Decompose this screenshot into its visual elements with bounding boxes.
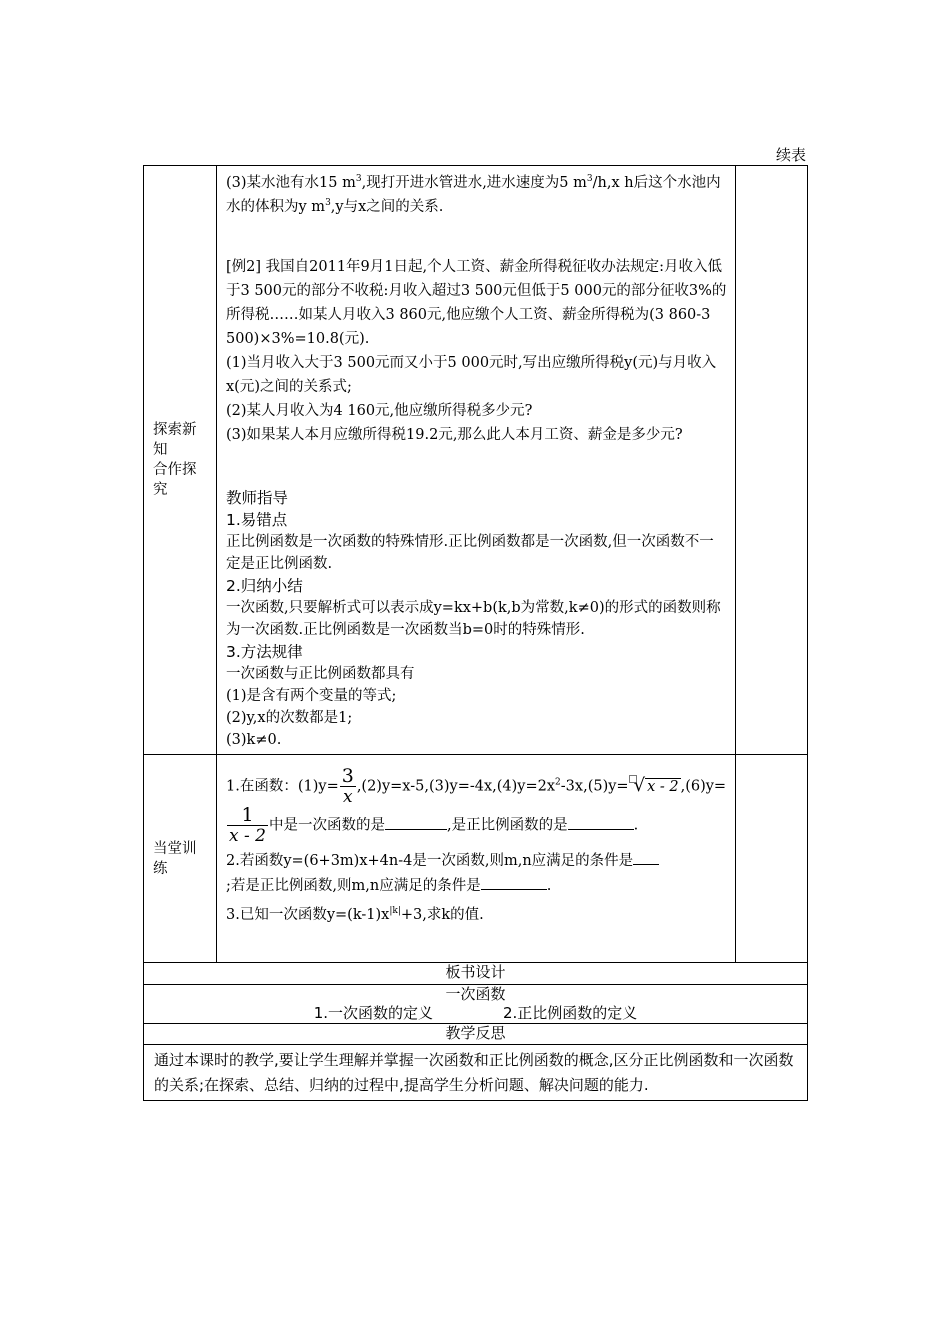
root-icon: √ x - 2 <box>629 773 681 800</box>
continued-label: 续表 <box>775 146 806 164</box>
example-2: [例2] 我国自2011年9月1日起,个人工资、薪金所得税征收办法规定:月收入低于3 500元的部分不收税:月收入超过3 500元但低于5 000元的部分征收3%的所得税……如某人月收入3 860元,他应缴个人工资、薪金所得税为(3 860-3 500)×3%=10.8(元). <box>226 259 727 347</box>
answer-blank-linear[interactable] <box>385 815 447 830</box>
fraction-1-over-x-minus-2: $\frac{1}{x - 2}$ <box>229 804 266 846</box>
item2-title: 2.归纳小结 <box>226 577 303 595</box>
board-design-title: 板书设计 <box>144 963 808 985</box>
board-design-title-row <box>144 963 808 985</box>
item2-text: 一次函数,只要解析式可以表示成y=kx+b(k,b为常数,k≠0)的形式的函数则称为一次函数.正比例函数是一次函数当b=0时的特殊情形. <box>226 600 721 638</box>
board-design-subtitle: 一次函数 <box>445 985 506 1003</box>
teacher-guide-title: 教师指导 <box>226 489 289 507</box>
board-design-content-row <box>144 985 808 1024</box>
reflection-title-row <box>144 1024 808 1045</box>
explore-notes-cell <box>736 166 808 755</box>
reflection-content-row <box>144 1045 808 1101</box>
exercise-3: 3.已知一次函数$y=(k-1)x^{|k|}+3$,求k的值. <box>226 906 484 923</box>
item3-lead: 一次函数与正比例函数都具有 <box>226 666 415 682</box>
item3-point3: (3)k≠0. <box>226 732 282 748</box>
example-2-q2: (2)某人月收入为4 160元,他应缴所得税多少元? <box>226 403 533 419</box>
explore-label: 探索新 知 合作探 究 <box>144 166 217 755</box>
exercise-1: 1.在函数：(1)y= $\frac{3}{x}$ $,(2)y=x-5,(3)y=-4x,(4)y=2x^2-3x,(5)y=$ √ x - 2 ,(6)y= $\frac{1}{x - 2}$ 中是一次函数的是 ,是正比例函数的是 . <box>226 765 727 846</box>
exercise-2: 2.若函数y=(6+3m)x+4n-4是一次函数,则m,n应满足的条件是 ;若是正比例函数,则m,n应满足的条件是 . <box>226 849 727 899</box>
reflection-text: 通过本课时的教学,要让学生理解并掌握一次函数和正比例函数的概念,区分正比例函数和一次函数的关系;在探索、总结、归纳的过程中,提高学生分析问题、解决问题的能力. <box>144 1045 808 1101</box>
example-2-q1: (1)当月收入大于3 500元而又小于5 000元时,写出应缴所得税y(元)与月收入x(元)之间的关系式; <box>226 355 717 395</box>
problem-3: (3)某水池有水15 $m^3$,现打开进水管进水,进水速度为5 $m^3/h,x$ h后这个水池内水的体积为y $m^3,y$与x之间的关系. <box>226 174 721 215</box>
answer-blank-proportional[interactable] <box>568 815 634 830</box>
reflection-title: 教学反思 <box>144 1024 808 1045</box>
board-design-content <box>144 985 808 1024</box>
answer-blank-condition-proportional[interactable] <box>481 875 547 890</box>
training-notes-cell <box>736 755 808 963</box>
explore-content <box>217 166 736 755</box>
board-design-def1: 1.一次函数的定义 <box>313 1004 433 1022</box>
item3-point1: (1)是含有两个变量的等式; <box>226 688 397 704</box>
teacher-guide <box>226 487 727 751</box>
board-design-def2: 2.正比例函数的定义 <box>503 1004 638 1022</box>
item1-title: 1.易错点 <box>226 511 288 529</box>
lesson-table <box>143 165 808 1101</box>
answer-blank-condition-linear[interactable] <box>633 850 659 865</box>
explore-row <box>144 166 808 755</box>
training-content <box>217 755 736 963</box>
example-2-q3: (3)如果某人本月应缴所得税19.2元,那么此人本月工资、薪金是多少元? <box>226 427 683 443</box>
training-label: 当堂训 练 <box>144 755 217 963</box>
fraction-3-over-x: $\frac{3}{x}$ <box>341 765 354 807</box>
item3-point2: (2)y,x的次数都是1; <box>226 710 353 726</box>
item1-text: 正比例函数是一次函数的特殊情形.正比例函数都是一次函数,但一次函数不一定是正比例函数. <box>226 534 714 572</box>
item3-title: 3.方法规律 <box>226 643 303 661</box>
training-row <box>144 755 808 963</box>
